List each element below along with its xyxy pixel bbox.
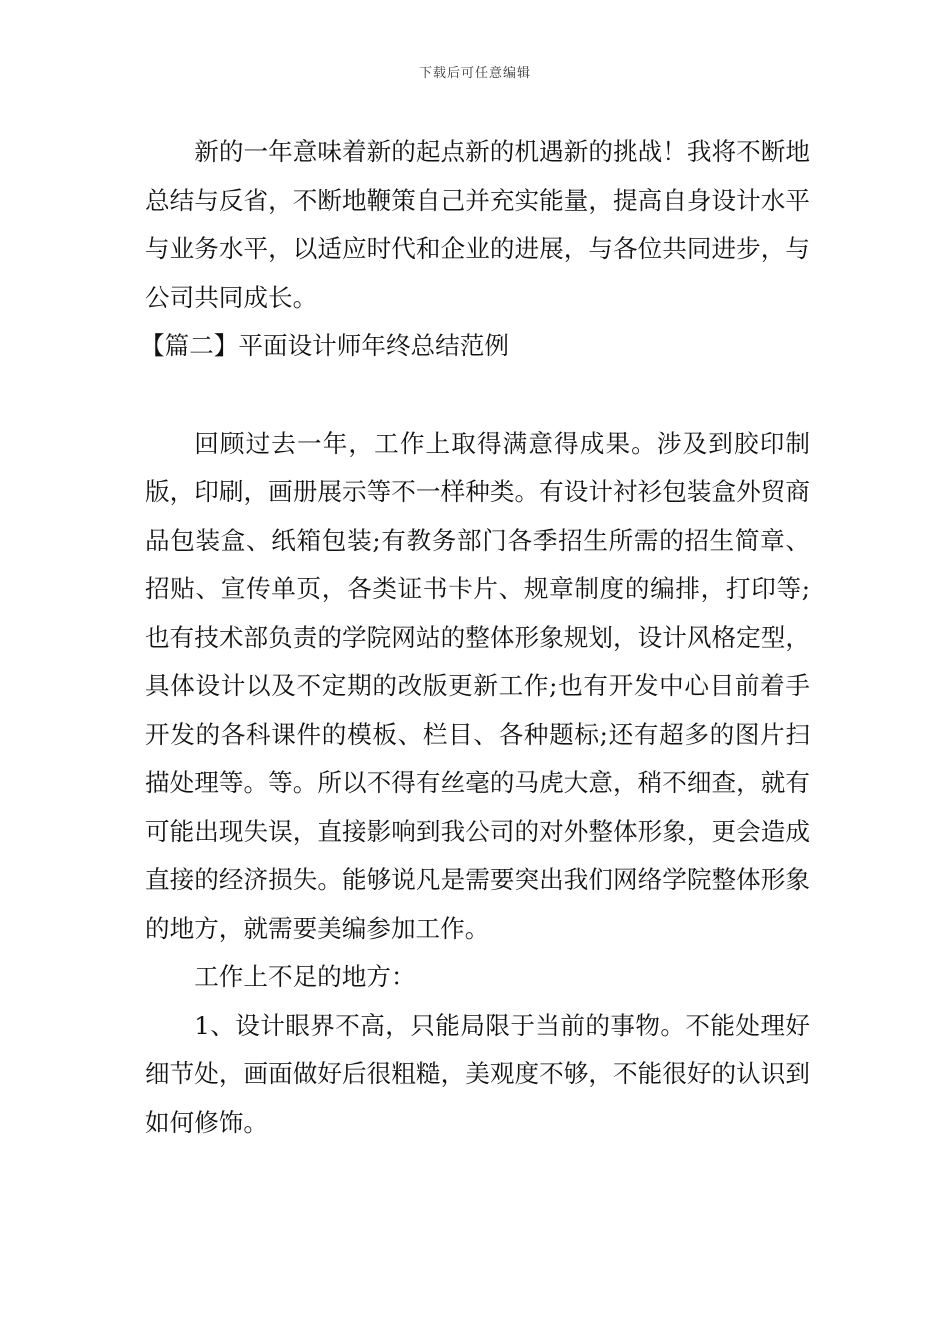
section-title: 【篇二】平面设计师年终总结范例 [140, 331, 509, 360]
page-header-note: 下载后可任意编辑 [418, 66, 531, 81]
paragraph-review: 回顾过去一年，工作上取得满意得成果。涉及到胶印制版，印刷，画册展示等不一样种类。有设计衬衫包装盒外贸商品包装盒、纸箱包装;有教务部门各季招生所需的招生简章、招贴、宣传单页，各类证书卡片、规章制度的编排，打印等;也有技术部负责的学院网站的整体形象规划，设计风格定型，具体设计以及不定期的改版更新工作;也有开发中心目前着手开发的各科课件的模板、栏目、各种题标;还有超多的图片扫描处理等。等。所以不得有丝毫的马虎大意，稍不细查，就有可能出现失误，直接影响到我公司的对外整体形象，更会造成直接的经济损失。能够说凡是需要突出我们网络学院整体形象的地方，就需要美编参加工作。 [145, 428, 810, 943]
paragraph-shortcoming-1: 1、设计眼界不高，只能局限于当前的事物。不能处理好细节处，画面做好后很粗糙，美观度不够，不能很好的认识到如何修饰。 [145, 1010, 810, 1137]
document-body [140, 128, 810, 1147]
paragraph-new-year: 新的一年意味着新的起点新的机遇新的挑战！我将不断地总结与反省，不断地鞭策自己并充实能量，提高自身设计水平与业务水平，以适应时代和企业的进展，与各位共同进步，与公司共同成长。 [145, 137, 810, 312]
paragraph-shortcomings-heading: 工作上不足的地方： [194, 962, 416, 991]
blank-line [145, 371, 810, 420]
